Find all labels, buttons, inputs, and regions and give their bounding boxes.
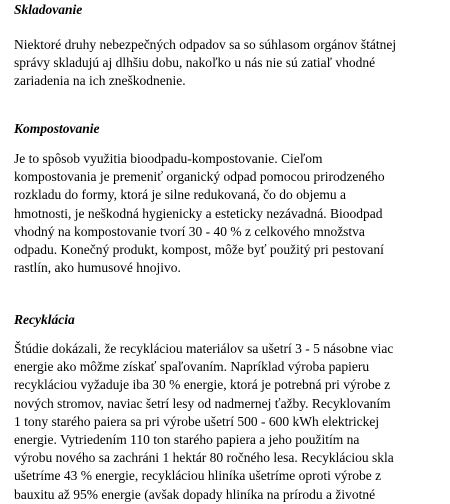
paragraph-line: energie. Vytriedením 110 ton starého papiera a jeho použitím na — [14, 432, 360, 448]
section-paragraph-kompostovanie — [14, 150, 385, 277]
paragraph-line: 1 tony starého paiera sa pri výrobe ušetrí 500 - 600 kWh elektrickej — [14, 413, 380, 429]
paragraph-line: Niektoré druhy nebezpečných odpadov sa so súhlasom orgánov štátnej — [14, 37, 397, 52]
paragraph-line: hmotnosti, je neškodná hygienicky a esteticky nezávadná. Bioodpad — [14, 205, 383, 221]
section-heading-recyklacia: Recyklácia — [14, 312, 75, 327]
paragraph-line: správy skladujú aj dlhšiu dobu, nakoľko u nás nie sú zatiaľ vhodné — [14, 55, 376, 71]
paragraph-line: recykláciou vyžaduje iba 30 % energie, ktorá je potrebná pri výrobe z — [14, 377, 391, 393]
paragraph-line: rozkladu do formy, ktorá je silne redukovaná, čo do objemu a — [14, 187, 347, 203]
paragraph-line: bauxitu až 95% energie (avšak dopady hliníka na prírodu a životné — [14, 486, 376, 502]
section-paragraph-recyklacia — [14, 340, 394, 504]
section-paragraph-skladovanie — [14, 36, 396, 91]
paragraph-line: Štúdie dokázali, že recykláciou materiálov sa ušetrí 3 - 5 násobne viac — [14, 341, 394, 356]
paragraph-line: rastlín, ako humusové hnojivo. — [14, 260, 181, 276]
paragraph-line: vhodný na kompostovanie tvorí 30 - 40 % z celkového množstva — [14, 223, 365, 239]
paragraph-line: Je to spôsob využitia bioodpadu-kompostovanie. Cieľom — [14, 151, 323, 166]
paragraph-line: zariadenia na ich zneškodnenie. — [14, 73, 186, 89]
paragraph-line: výrobu nového sa zachráni 1 hektár 80 ročného lesa. Recykláciou skla — [14, 450, 394, 466]
section-heading-skladovanie: Skladovanie — [14, 2, 83, 17]
paragraph-line: nových stromov, naviac šetrí lesy od nadmernej ťažby. Recyklovaním — [14, 395, 391, 411]
paragraph-line: ušetríme 43 % energie, recykláciou hliníka ušetríme oproti výrobe z — [14, 468, 382, 484]
paragraph-line: odpadu. Konečný produkt, kompost, môže byť použitý pri pestovaní — [14, 242, 384, 258]
section-heading-kompostovanie: Kompostovanie — [14, 121, 100, 136]
paragraph-line: kompostovania je premeniť organický odpad pomocou prirodzeného — [14, 169, 385, 185]
paragraph-line: energie ako môžme získať spaľovaním. Napríklad výroba papieru — [14, 359, 370, 375]
